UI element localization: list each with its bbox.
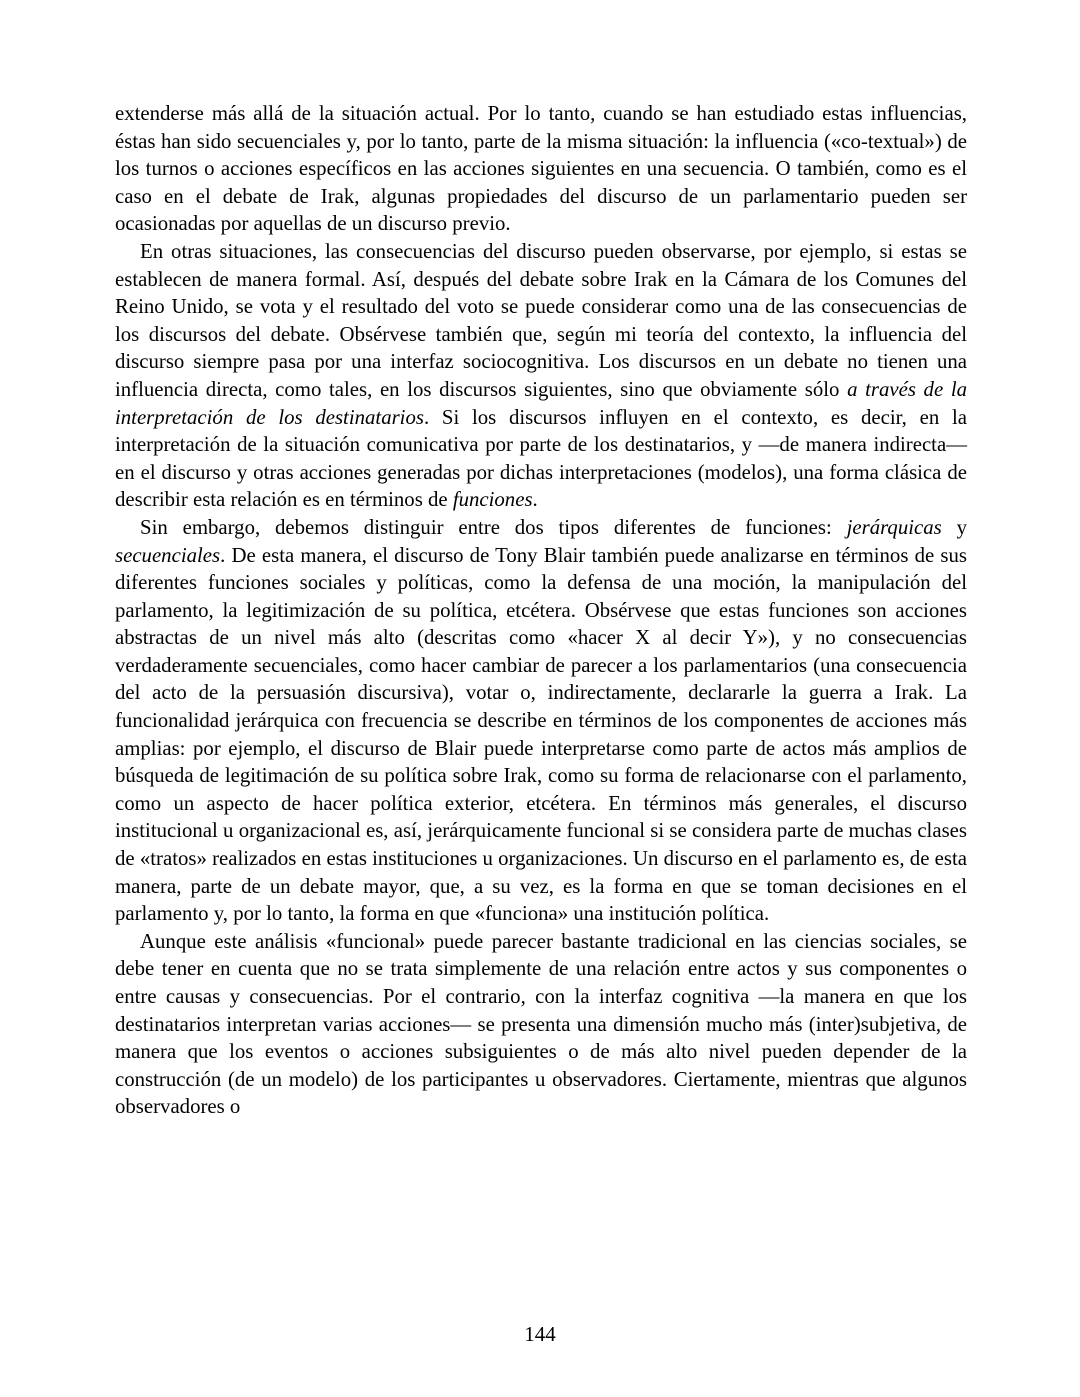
italic-text-segment: secuenciales — [115, 543, 221, 567]
text-segment: . Si los discursos influyen en el contexto, es decir, en la interpretación de la situación comunicativa por parte de los destinatarios, y —de manera indirecta— en el discurso y otras acciones generadas por dichas interpretaciones (modelos), una forma clásica de describir esta relación es en términos de — [115, 405, 968, 512]
paragraph — [115, 928, 967, 1121]
page-text — [115, 100, 967, 1121]
text-segment: Sin embargo, debemos distinguir entre dos tipos diferentes de funciones: — [140, 515, 847, 539]
italic-text-segment: jerárquicas — [846, 515, 942, 539]
italic-text-segment: a través de la interpretación de los destinatarios — [115, 377, 967, 429]
text-segment: Aunque este análisis «funcional» puede parecer bastante tradicional en las ciencias sociales, se debe tener en cuenta que no se trata simplemente de una relación entre actos y sus componentes o entre causas y consecuencias. Por el contrario, con la interfaz cognitiva —la manera en que los destinatarios interpretan varias acciones— se presenta una dimensión mucho más (inter)subjetiva, de manera que los eventos o acciones subsiguientes o de más alto nivel pueden depender de la construcción (de un modelo) de los participantes u observadores. Ciertamente, mientras que algunos observadores o — [115, 929, 967, 1119]
italic-text-segment: funciones — [452, 488, 533, 512]
text-segment: . — [532, 488, 538, 512]
text-segment: . De esta manera, el discurso de Tony Blair también puede analizarse en términos de sus diferentes funciones sociales y políticas, como la defensa de una moción, la manipulación del parlamento, la legitimización de su política, etcétera. Obsérvese que estas funciones son acciones abstractas de un nivel más alto (descritas como «hacer X al decir Y»), y no consecuencias verdaderamente secuenciales, como hacer cambiar de parecer a los parlamentarios (una consecuencia del acto de la persuasión discursiva), votar o, indirectamente, declararle la guerra a Irak. La funcionalidad jerárquica con frecuencia se describe en términos de los componentes de acciones más amplias: por ejemplo, el discurso de Blair puede interpretarse como parte de actos más amplios de búsqueda de legitimación de su política sobre Irak, como su forma de relacionarse con el parlamento, como un aspecto de hacer política exterior, etcétera. En términos más generales, el discurso institucional u organizacional es, así, jerárquicamente funcional si se considera parte de muchas clases de «tratos» realizados en estas instituciones u organizaciones. Un discurso en el parlamento es, de esta manera, parte de un debate mayor, que, a su vez, es la forma en que se toman decisiones en el parlamento y, por lo tanto, la forma en que «funciona» una institución política. — [115, 543, 967, 926]
paragraph — [115, 100, 967, 238]
text-segment: En otras situaciones, las consecuencias del discurso pueden observarse, por ejemplo, si estas se establecen de manera formal. Así, después del debate sobre Irak en la Cámara de los Comunes del Reino Unido, se vota y el resultado del voto se puede considerar como una de las consecuencias de los discursos del debate. Obsérvese también que, según mi teoría del contexto, la influencia del discurso siempre pasa por una interfaz sociocognitiva. Los discursos en un debate no tienen una influencia directa, como tales, en los discursos siguientes, sino que obviamente sólo — [115, 239, 967, 401]
text-segment: y — [941, 515, 967, 539]
text-segment: extenderse más allá de la situación actual. Por lo tanto, cuando se han estudiado estas influencias, éstas han sido secuenciales y, por lo tanto, parte de la misma situación: la influencia («co-textual») de los turnos o acciones específicos en las acciones siguientes en una secuencia. O también, como es el caso en el debate de Irak, algunas propiedades del discurso de un parlamentario pueden ser ocasionadas por aquellas de un discurso previo. — [115, 102, 967, 236]
paragraph — [115, 238, 967, 514]
paragraph — [115, 514, 967, 928]
page-number: 144 — [524, 1322, 556, 1346]
